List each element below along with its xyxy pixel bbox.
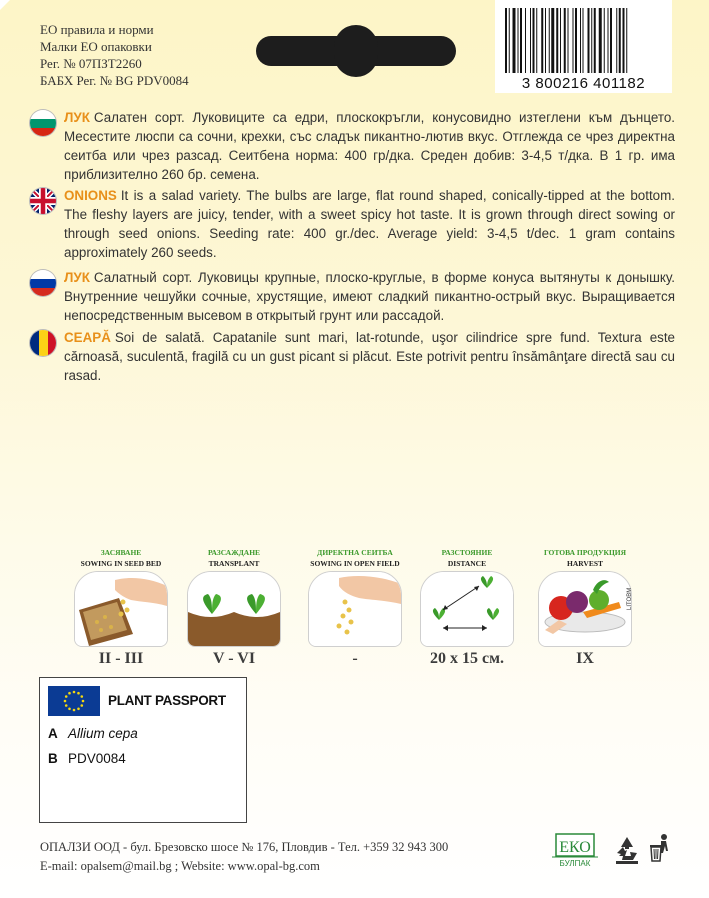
registration-line: БАБХ Рег. № BG PDV0084 [40,73,189,88]
step-transplant [184,548,284,668]
barcode-bar [604,8,605,73]
step-title-en: SOWING IN SEED BED [80,559,162,568]
barcode-bar [616,8,617,73]
barcode-bar [533,8,535,73]
passport-label-b: B [48,751,58,766]
barcode-number: 3 800216 401182 [521,75,646,92]
passport-registration-value: PDV0084 [68,751,126,766]
description-ro [30,328,675,385]
barcode-bars [505,8,660,73]
bulgaria-flag-icon [30,110,56,136]
step-title-bg: РАЗСАЖДАНЕ [207,548,261,557]
eu-star [77,707,80,710]
description-text: Салатен сорт. Луковиците са едри, плоскокръгли, конусовидно изтеглени към дънцето. Месестите люспи са сочни, крехки, със сладък пикантно-лютив вкус. Отглежда се чрез директна сеитба или чрез разсад. Сеитбена норма: 400 гр/дка. Среден добив: 3-4,5 т/дка. В 1 гр. има приблизително 260 бр. семена. [64,110,675,182]
eu-star [64,700,67,703]
eu-star [68,707,71,710]
barcode-bar [594,8,596,73]
passport-label-a: A [48,726,58,741]
registration-line: ЕО правила и норми [40,22,154,37]
footer-contact: E-mail: opalsem@mail.bg ; Website: www.opal-bg.com [40,859,320,873]
russia-flag-icon [30,270,56,296]
barcode-bar [525,8,526,73]
barcode-bar [560,8,561,73]
description-keyword: CEAPĂ [64,330,111,345]
barcode-bar [573,8,574,73]
step-title-en: TRANSPLANT [208,559,260,568]
step-value: II - III [98,650,144,667]
description-bg [30,108,675,184]
description-ru [30,268,675,325]
eu-star [65,704,68,707]
eko-text: ЕКО [559,839,591,856]
passport-title: PLANT PASSPORT [108,693,226,708]
step-title-en: SOWING IN OPEN FIELD [310,559,400,568]
description-text: Soi de salată. Capatanile sunt mari, lat-rotunde, uşor cilindrice spre fund. Textura este cărnoasă, suculentă, fragilă cu un gust picant si plăcut. Este potrivit pentru însămânţare directă sau cu rasad. [64,330,675,383]
step-direct-sowing [305,548,405,668]
barcode-bar [583,8,584,73]
barcode-bar [564,8,566,73]
step-value: 20 x 15 см. [430,650,504,667]
step-title-bg: ЗАСЯВАНЕ [100,548,142,557]
barcode-bar [599,8,602,73]
barcode-bar [545,8,546,73]
eu-star [80,704,83,707]
footer [40,838,448,876]
eu-star [73,709,76,712]
hang-hole [256,36,456,66]
litobm-code: LITOBM [627,587,633,610]
step-distance [417,548,517,668]
eu-star [80,695,83,698]
barcode-bar [608,8,609,73]
distance-icon [420,571,514,647]
eu-star [73,691,76,694]
barcode-bar [626,8,627,73]
description-text: It is a salad variety. The bulbs are large, flat round shaped, conically-tipped at the bottom. The fleshy layers are juicy, tender, with a sweet spicy hot taste. It is grown through direct sowing or through seed onions. Seeding rate: 400 gr./dec. Average yield: 3-4,5 t/dec. 1 gram contains approximately 260 seeds. [64,188,675,260]
barcode-bar [588,8,590,73]
step-sowing-seed-bed [71,548,171,668]
barcode-bar [591,8,592,73]
step-harvest [535,548,635,668]
harvest-icon [538,571,632,647]
eko-bulpak-logo [548,833,602,871]
step-title-bg: ГОТОВА ПРОДУКЦИЯ [543,548,627,557]
barcode-bar [509,8,510,73]
transplant-icon [187,571,281,647]
plant-passport [39,677,247,823]
eu-star [82,700,85,703]
barcode-bar [549,8,550,73]
registration-block [40,21,189,89]
barcode-bar [541,8,543,73]
description-keyword: ONIONS [64,188,117,203]
eu-flag-icon [48,686,100,716]
barcode-bar [505,8,507,73]
barcode-bar [580,8,581,73]
registration-line: Рег. № 07ПЗТ2260 [40,56,142,71]
barcode-bar [568,8,569,73]
step-value: IX [576,650,594,667]
step-title-en: HARVEST [567,559,603,568]
barcode-bar [623,8,625,73]
barcode-bar [518,8,519,73]
barcode-bar [513,8,516,73]
recycle-icon [614,835,640,865]
eu-star [77,692,80,695]
barcode-bar [536,8,537,73]
barcode-bar [530,8,531,73]
uk-flag-icon [30,188,56,214]
step-value: - [352,650,358,667]
romania-flag-icon [30,330,56,356]
bulpak-text: БУЛПАК [559,859,591,868]
direct-sowing-icon [308,571,402,647]
barcode [495,0,672,93]
barcode-bar [610,8,612,73]
barcode-bar [575,8,577,73]
trash-bin-icon [648,833,672,865]
barcode-bar [520,8,522,73]
passport-registration [48,751,126,766]
description-keyword: ЛУК [64,270,90,285]
footer-address: ОПАЛЗИ ООД - бул. Брезовско шосе № 176, Пловдив - Тел. +359 32 943 300 [40,840,449,854]
passport-species [48,726,138,741]
step-value: V - VI [212,650,256,667]
sowing-seed-bed-icon [74,571,168,647]
step-title-en: DISTANCE [447,559,487,568]
barcode-bar [551,8,554,73]
description-en [30,186,675,262]
registration-line: Малки ЕО опаковки [40,39,152,54]
barcode-bar [556,8,558,73]
passport-species-value: Allium cepa [68,726,138,741]
step-title-bg: ДИРЕКТНА СЕИТБА [317,548,393,557]
eu-star [68,692,71,695]
step-title-bg: РАЗСТОЯНИЕ [441,548,493,557]
eu-star [65,695,68,698]
description-text: Салатный сорт. Луковицы крупные, плоско-круглые, в форме конуса вытянуты к донышку. Внутренние чешуйки сочные, хрустящие, имеют сладкий пикантно-острый вкус. Выращивается непосредственным высевом в открытый грунт или рассадой. [64,270,675,323]
page-fold [0,0,10,10]
barcode-bar [619,8,621,73]
description-keyword: ЛУК [64,110,90,125]
